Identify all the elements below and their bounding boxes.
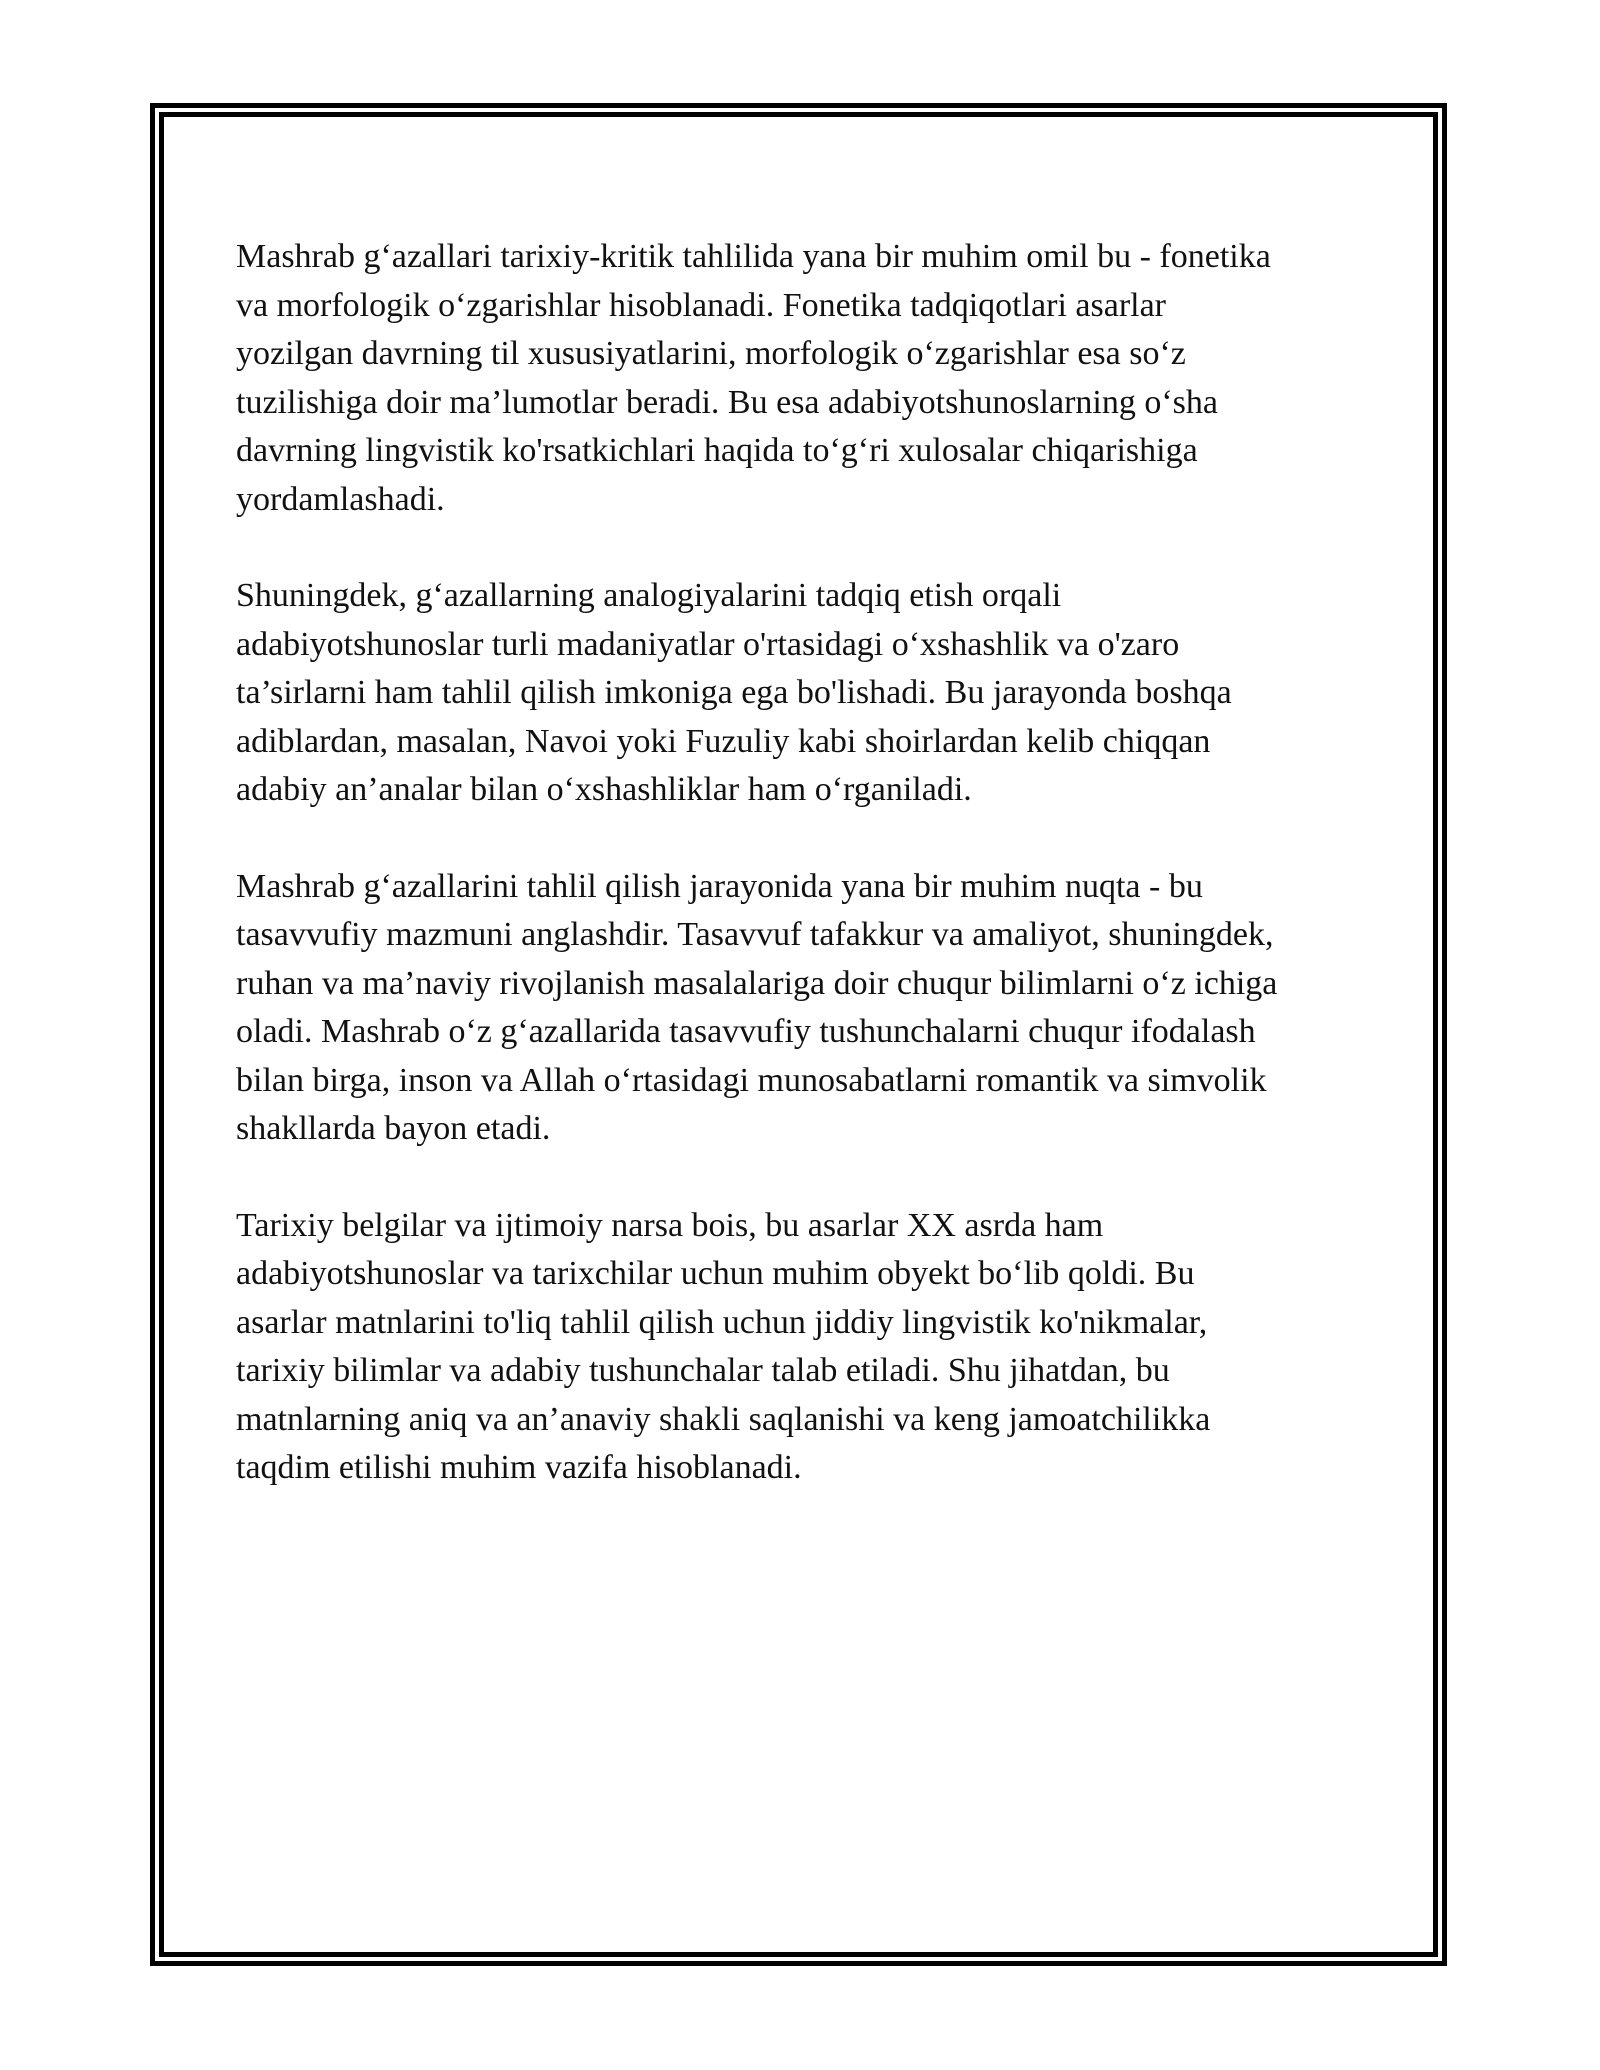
paragraph-4: Tarixiy belgilar va ijtimoiy narsa bois, bu asarlar XX asrda ham adabiyotshunoslar va tarixchilar uchun muhim obyekt bo‘lib qoldi. Bu asarlar matnlarini to'liq tahlil qilish uchun jiddiy lingvistik ko'nikmalar, tarixiy bilimlar va adabiy tushunchalar talab etiladi. Shu jihatdan, bu matnlarning aniq va an’anaviy shakli saqlanishi va keng jamoatchilikka taqdim etilishi muhim vazifa hisoblanadi. [236, 1206, 1211, 1486]
paragraph-1: Mashrab g‘azallari tarixiy-kritik tahlilida yana bir muhim omil bu - fonetika va morfologik o‘zgarishlar hisoblanadi. Fonetika tadqiqotlari asarlar yozilgan davrning til xususiyatlarini, morfologik o‘zgarishlar esa so‘z tuzilishiga doir ma’lumotlar beradi. Bu esa adabiyotshunoslarning o‘sha davrning lingvistik ko'rsatkichlari haqida to‘g‘ri xulosalar chiqarishiga yordamlashadi. [236, 238, 1271, 518]
paragraph-3: Mashrab g‘azallarini tahlil qilish jarayonida yana bir muhim nuqta - bu tasavvufiy mazmuni anglashdir. Tasavvuf tafakkur va amaliyot, shuningdek, ruhan va ma’naviy rivojlanish masalalariga doir chuqur bilimlarni o‘z ichiga oladi. Mashrab o‘z g‘azallarida tasavvufiy tushunchalarni chuqur ifodalash bilan birga, inson va Allah o‘rtasidagi munosabatlarni romantik va simvolik shakllarda bayon etadi. [236, 867, 1278, 1147]
paragraph-2: Shuningdek, g‘azallarning analogiyalarini tadqiq etish orqali adabiyotshunoslar turli madaniyatlar o'rtasidagi o‘xshashlik va o'zaro ta’sirlarni ham tahlil qilish imkoniga ega bo'lishadi. Bu jarayonda boshqa adiblardan, masalan, Navoi yoki Fuzuliy kabi shoirlardan kelib chiqqan adabiy an’analar bilan o‘xshashliklar ham o‘rganiladi. [236, 577, 1232, 808]
document-body [236, 233, 1386, 1541]
